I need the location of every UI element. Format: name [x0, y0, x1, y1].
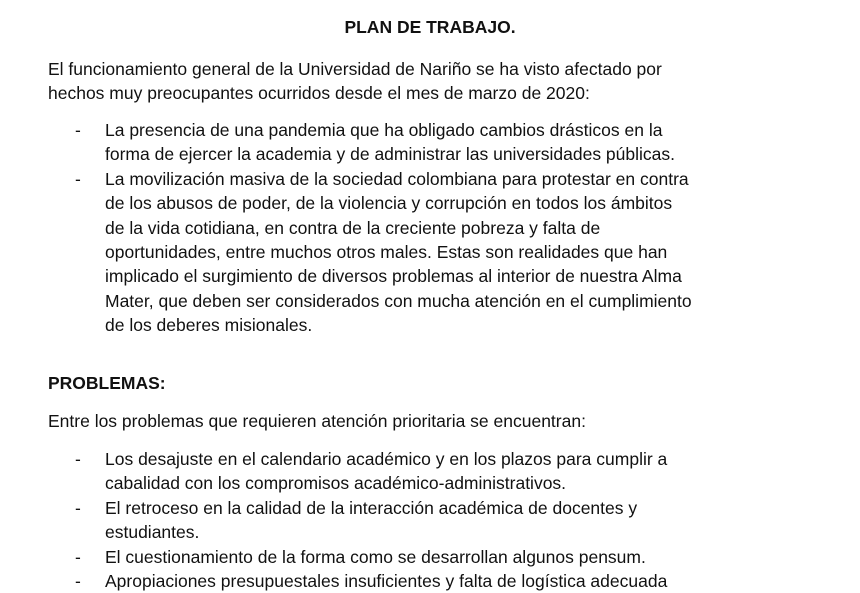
context-list [0, 118, 860, 338]
bullet-dash: - [75, 120, 81, 140]
bullet-dash: - [75, 449, 81, 469]
list-item [0, 496, 860, 545]
list-item [0, 545, 860, 569]
problems-heading: PROBLEMAS: [48, 373, 166, 393]
bullet-dash: - [75, 571, 81, 592]
list-item-line: de los abusos de poder, de la violencia y corrupción en todos los ámbitos [105, 193, 673, 214]
bullet-dash: - [75, 168, 81, 189]
problems-list [0, 447, 860, 593]
intro-line: hechos muy preocupantes ocurridos desde el mes de marzo de 2020: [48, 83, 590, 104]
list-item-line: forma de ejercer la academia y de administrar las universidades públicas. [105, 144, 675, 165]
list-item-line: La movilización masiva de la sociedad colombiana para protestar en contra [105, 168, 689, 189]
list-item [0, 167, 860, 338]
bullet-dash: - [75, 546, 81, 567]
list-item [0, 118, 860, 167]
list-item-line: oportunidades, entre muchos otros males. Estas son realidades que han [105, 242, 668, 263]
bullet-dash: - [75, 497, 81, 518]
list-item-line: Apropiaciones presupuestales insuficientes y falta de logística adecuada [105, 571, 668, 592]
intro-line: El funcionamiento general de la Universidad de Nariño se ha visto afectado por [48, 59, 662, 79]
list-item-line: La presencia de una pandemia que ha obligado cambios drásticos en la [105, 120, 663, 140]
list-item-line: estudiantes. [105, 522, 200, 543]
list-item-line: cabalidad con los compromisos académico-administrativos. [105, 473, 567, 494]
list-item-line: Mater, que deben ser considerados con mucha atención en el cumplimiento [105, 290, 692, 311]
list-item-line: de los deberes misionales. [105, 315, 313, 336]
intro-paragraph [48, 57, 808, 106]
document-title: PLAN DE TRABAJO. [344, 17, 516, 37]
problems-intro: Entre los problemas que requieren atención prioritaria se encuentran: [48, 411, 586, 431]
list-item [0, 447, 860, 496]
list-item-line: Los desajuste en el calendario académico y en los plazos para cumplir a [105, 449, 668, 469]
list-item-line: implicado el surgimiento de diversos problemas al interior de nuestra Alma [105, 266, 682, 287]
list-item-line: El cuestionamiento de la forma como se desarrollan algunos pensum. [105, 546, 646, 567]
list-item-line: de la vida cotidiana, en contra de la creciente pobreza y falta de [105, 217, 601, 238]
list-item-line: El retroceso en la calidad de la interacción académica de docentes y [105, 497, 638, 518]
list-item [0, 569, 860, 593]
